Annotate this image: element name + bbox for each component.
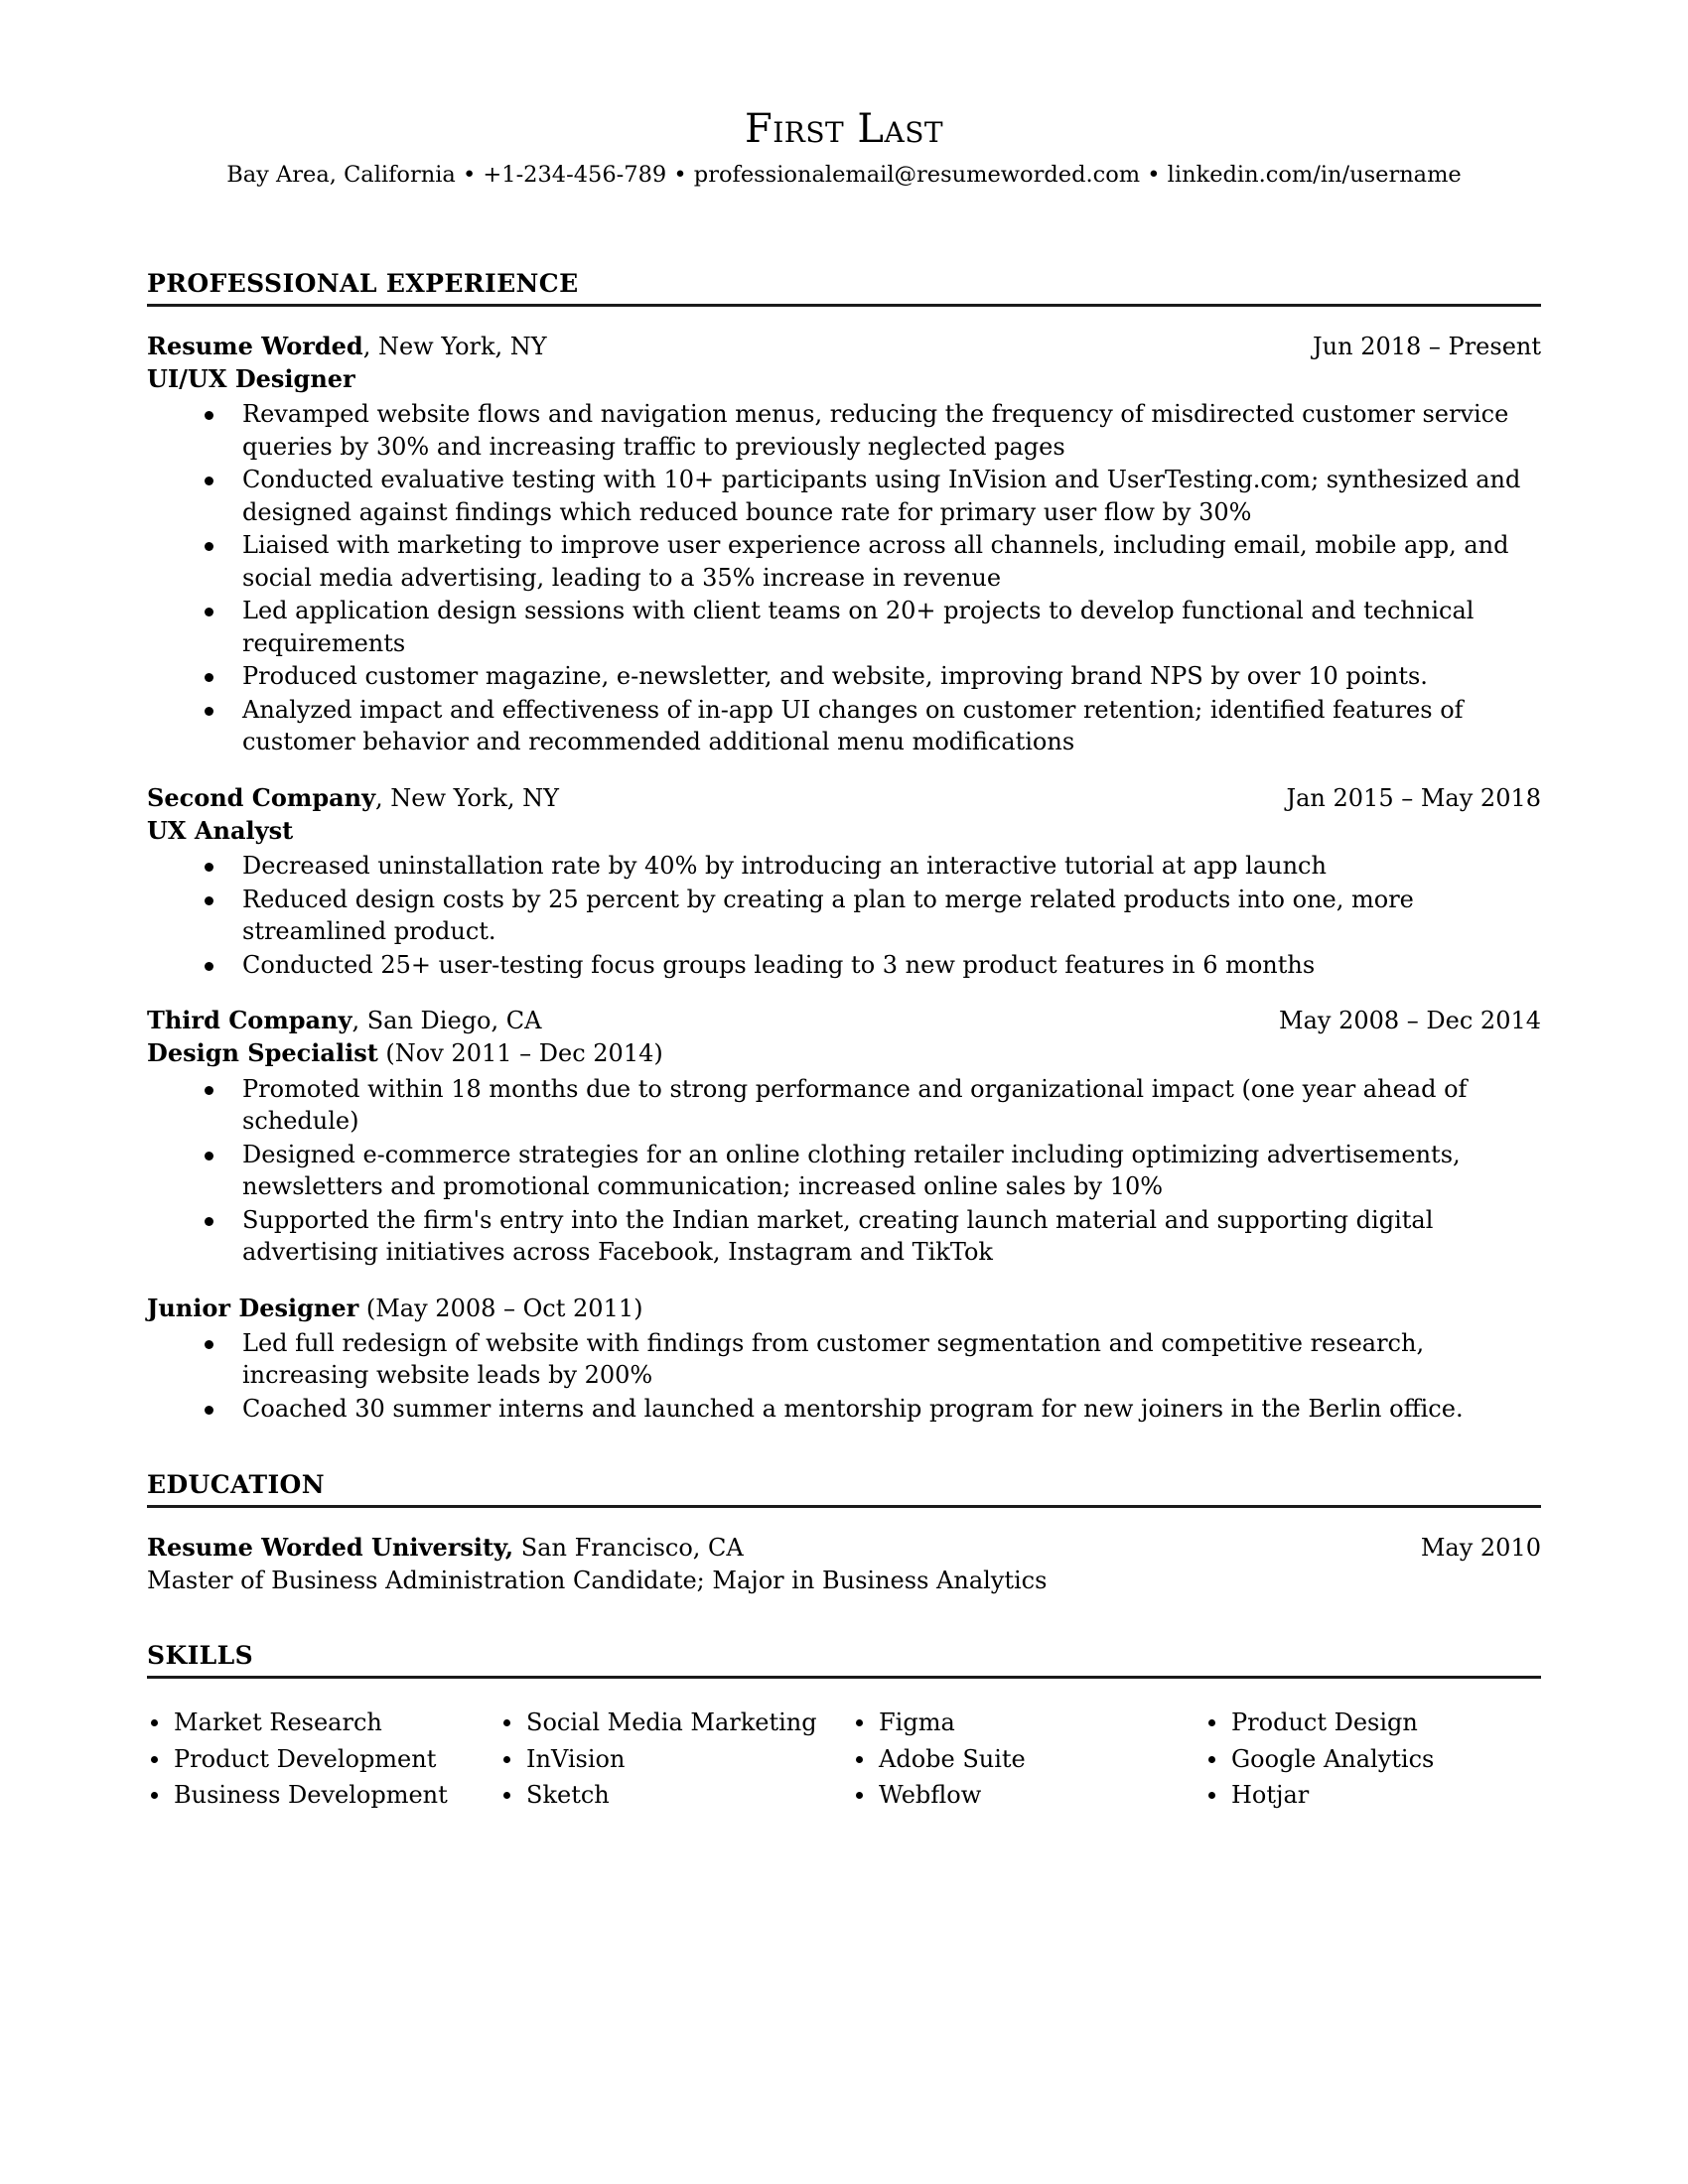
bullet-item: Coached 30 summer interns and launched a mentorship program for new joiners in the Berlin office.: [147, 1393, 1541, 1426]
bullet-item: Conducted evaluative testing with 10+ participants using InVision and UserTesting.com; synthesized and designed against findings which reduced bounce rate for primary user flow by 30%: [147, 464, 1541, 528]
section-heading-experience: PROFESSIONAL EXPERIENCE: [147, 270, 1541, 307]
skills-column: [499, 1705, 852, 1813]
section-heading-skills: SKILLS: [147, 1642, 1541, 1679]
resume-header: [147, 0, 1541, 189]
experience-entry: [147, 782, 1541, 981]
bullet-item: Analyzed impact and effectiveness of in-app UI changes on customer retention; identified features of customer behavior and recommended additional menu modifications: [147, 694, 1541, 758]
skill-item: Figma: [852, 1705, 1204, 1740]
organization-line: [147, 331, 547, 362]
job-title-dates: (Nov 2011 – Dec 2014): [377, 1039, 663, 1068]
skill-item: Sketch: [499, 1777, 852, 1813]
bullet-item: Designed e-commerce strategies for an online clothing retailer including optimizing advertisements, newsletters and promotional communication; increased online sales by 10%: [147, 1139, 1541, 1203]
skill-item: Adobe Suite: [852, 1741, 1204, 1777]
entry-header: [147, 1532, 1541, 1564]
contact-line: Bay Area, California • +1-234-456-789 • professionalemail@resumeworded.com • linkedin.com/in/username: [226, 161, 1462, 188]
skill-item: Hotjar: [1204, 1777, 1541, 1813]
section-skills: [147, 1642, 1541, 1813]
entry-dates: May 2010: [1420, 1534, 1541, 1563]
company-name: Second Company: [147, 782, 376, 812]
school-name: Resume Worded University,: [147, 1533, 514, 1563]
job-title: UX Analyst: [147, 815, 294, 845]
entry-header: [147, 782, 1541, 814]
entry-header: [147, 1005, 1541, 1036]
role-line: [147, 1293, 1541, 1324]
skill-item: Business Development: [147, 1777, 499, 1813]
bullet-item: Conducted 25+ user-testing focus groups leading to 3 new product features in 6 months: [147, 949, 1541, 982]
job-title: Junior Designer: [147, 1293, 359, 1322]
skill-item: Google Analytics: [1204, 1741, 1541, 1777]
organization-line: [147, 782, 559, 814]
company-name: Third Company: [147, 1006, 352, 1035]
organization-line: [147, 1532, 744, 1564]
bullet-item: Produced customer magazine, e-newsletter, and website, improving brand NPS by over 10 points.: [147, 660, 1541, 693]
bullet-list: [147, 1073, 1541, 1269]
bullet-list: [147, 850, 1541, 981]
skills-column: [147, 1705, 499, 1813]
company-location: , San Diego, CA: [352, 1007, 542, 1035]
entry-header: [147, 331, 1541, 362]
section-heading-education: EDUCATION: [147, 1471, 1541, 1508]
company-location: , New York, NY: [375, 783, 560, 812]
skills-grid: [147, 1705, 1541, 1813]
skill-item: Market Research: [147, 1705, 499, 1740]
job-title: Design Specialist: [147, 1038, 378, 1068]
education-entry: [147, 1532, 1541, 1596]
section-professional-experience: [147, 270, 1541, 1425]
skill-item: Product Development: [147, 1741, 499, 1777]
bullet-item: Liaised with marketing to improve user experience across all channels, including email, mobile app, and social media advertising, leading to a 35% increase in revenue: [147, 529, 1541, 594]
role-line: [147, 815, 1541, 847]
entry-dates: Jun 2018 – Present: [1313, 332, 1541, 360]
skill-item: Social Media Marketing: [499, 1705, 852, 1740]
bullet-item: Promoted within 18 months due to strong performance and organizational impact (one year ahead of schedule): [147, 1073, 1541, 1138]
company-name: Resume Worded: [147, 331, 363, 360]
job-title: UI/UX Designer: [147, 363, 355, 393]
degree-line: Master of Business Administration Candidate; Major in Business Analytics: [147, 1567, 1048, 1595]
section-education: [147, 1471, 1541, 1596]
entry-dates: May 2008 – Dec 2014: [1279, 1007, 1541, 1035]
experience-entry: [147, 1005, 1541, 1268]
school-location: San Francisco, CA: [513, 1534, 744, 1563]
skills-column: [1204, 1705, 1541, 1813]
candidate-name: First Last: [744, 106, 944, 152]
bullet-list: [147, 1327, 1541, 1426]
bullet-item: Decreased uninstallation rate by 40% by introducing an interactive tutorial at app launch: [147, 850, 1541, 883]
organization-line: [147, 1005, 541, 1036]
bullet-list: [147, 398, 1541, 758]
bullet-item: Supported the firm's entry into the Indian market, creating launch material and supporting digital advertising initiatives across Facebook, Instagram and TikTok: [147, 1204, 1541, 1269]
skill-item: Product Design: [1204, 1705, 1541, 1740]
bullet-item: Revamped website flows and navigation menus, reducing the frequency of misdirected customer service queries by 30% and increasing traffic to previously neglected pages: [147, 398, 1541, 463]
job-title-dates: (May 2008 – Oct 2011): [358, 1294, 643, 1322]
skills-column: [852, 1705, 1204, 1813]
bullet-item: Led application design sessions with client teams on 20+ projects to develop functional and technical requirements: [147, 595, 1541, 659]
role-line: [147, 1037, 1541, 1069]
role-line: [147, 363, 1541, 395]
skill-item: Webflow: [852, 1777, 1204, 1813]
company-location: , New York, NY: [362, 332, 547, 360]
experience-sub-role: [147, 1293, 1541, 1426]
entry-dates: Jan 2015 – May 2018: [1286, 783, 1541, 812]
experience-entry: [147, 331, 1541, 758]
skill-item: InVision: [499, 1741, 852, 1777]
bullet-item: Reduced design costs by 25 percent by creating a plan to merge related products into one, more streamlined product.: [147, 884, 1541, 948]
bullet-item: Led full redesign of website with findings from customer segmentation and competitive research, increasing website leads by 200%: [147, 1327, 1541, 1392]
